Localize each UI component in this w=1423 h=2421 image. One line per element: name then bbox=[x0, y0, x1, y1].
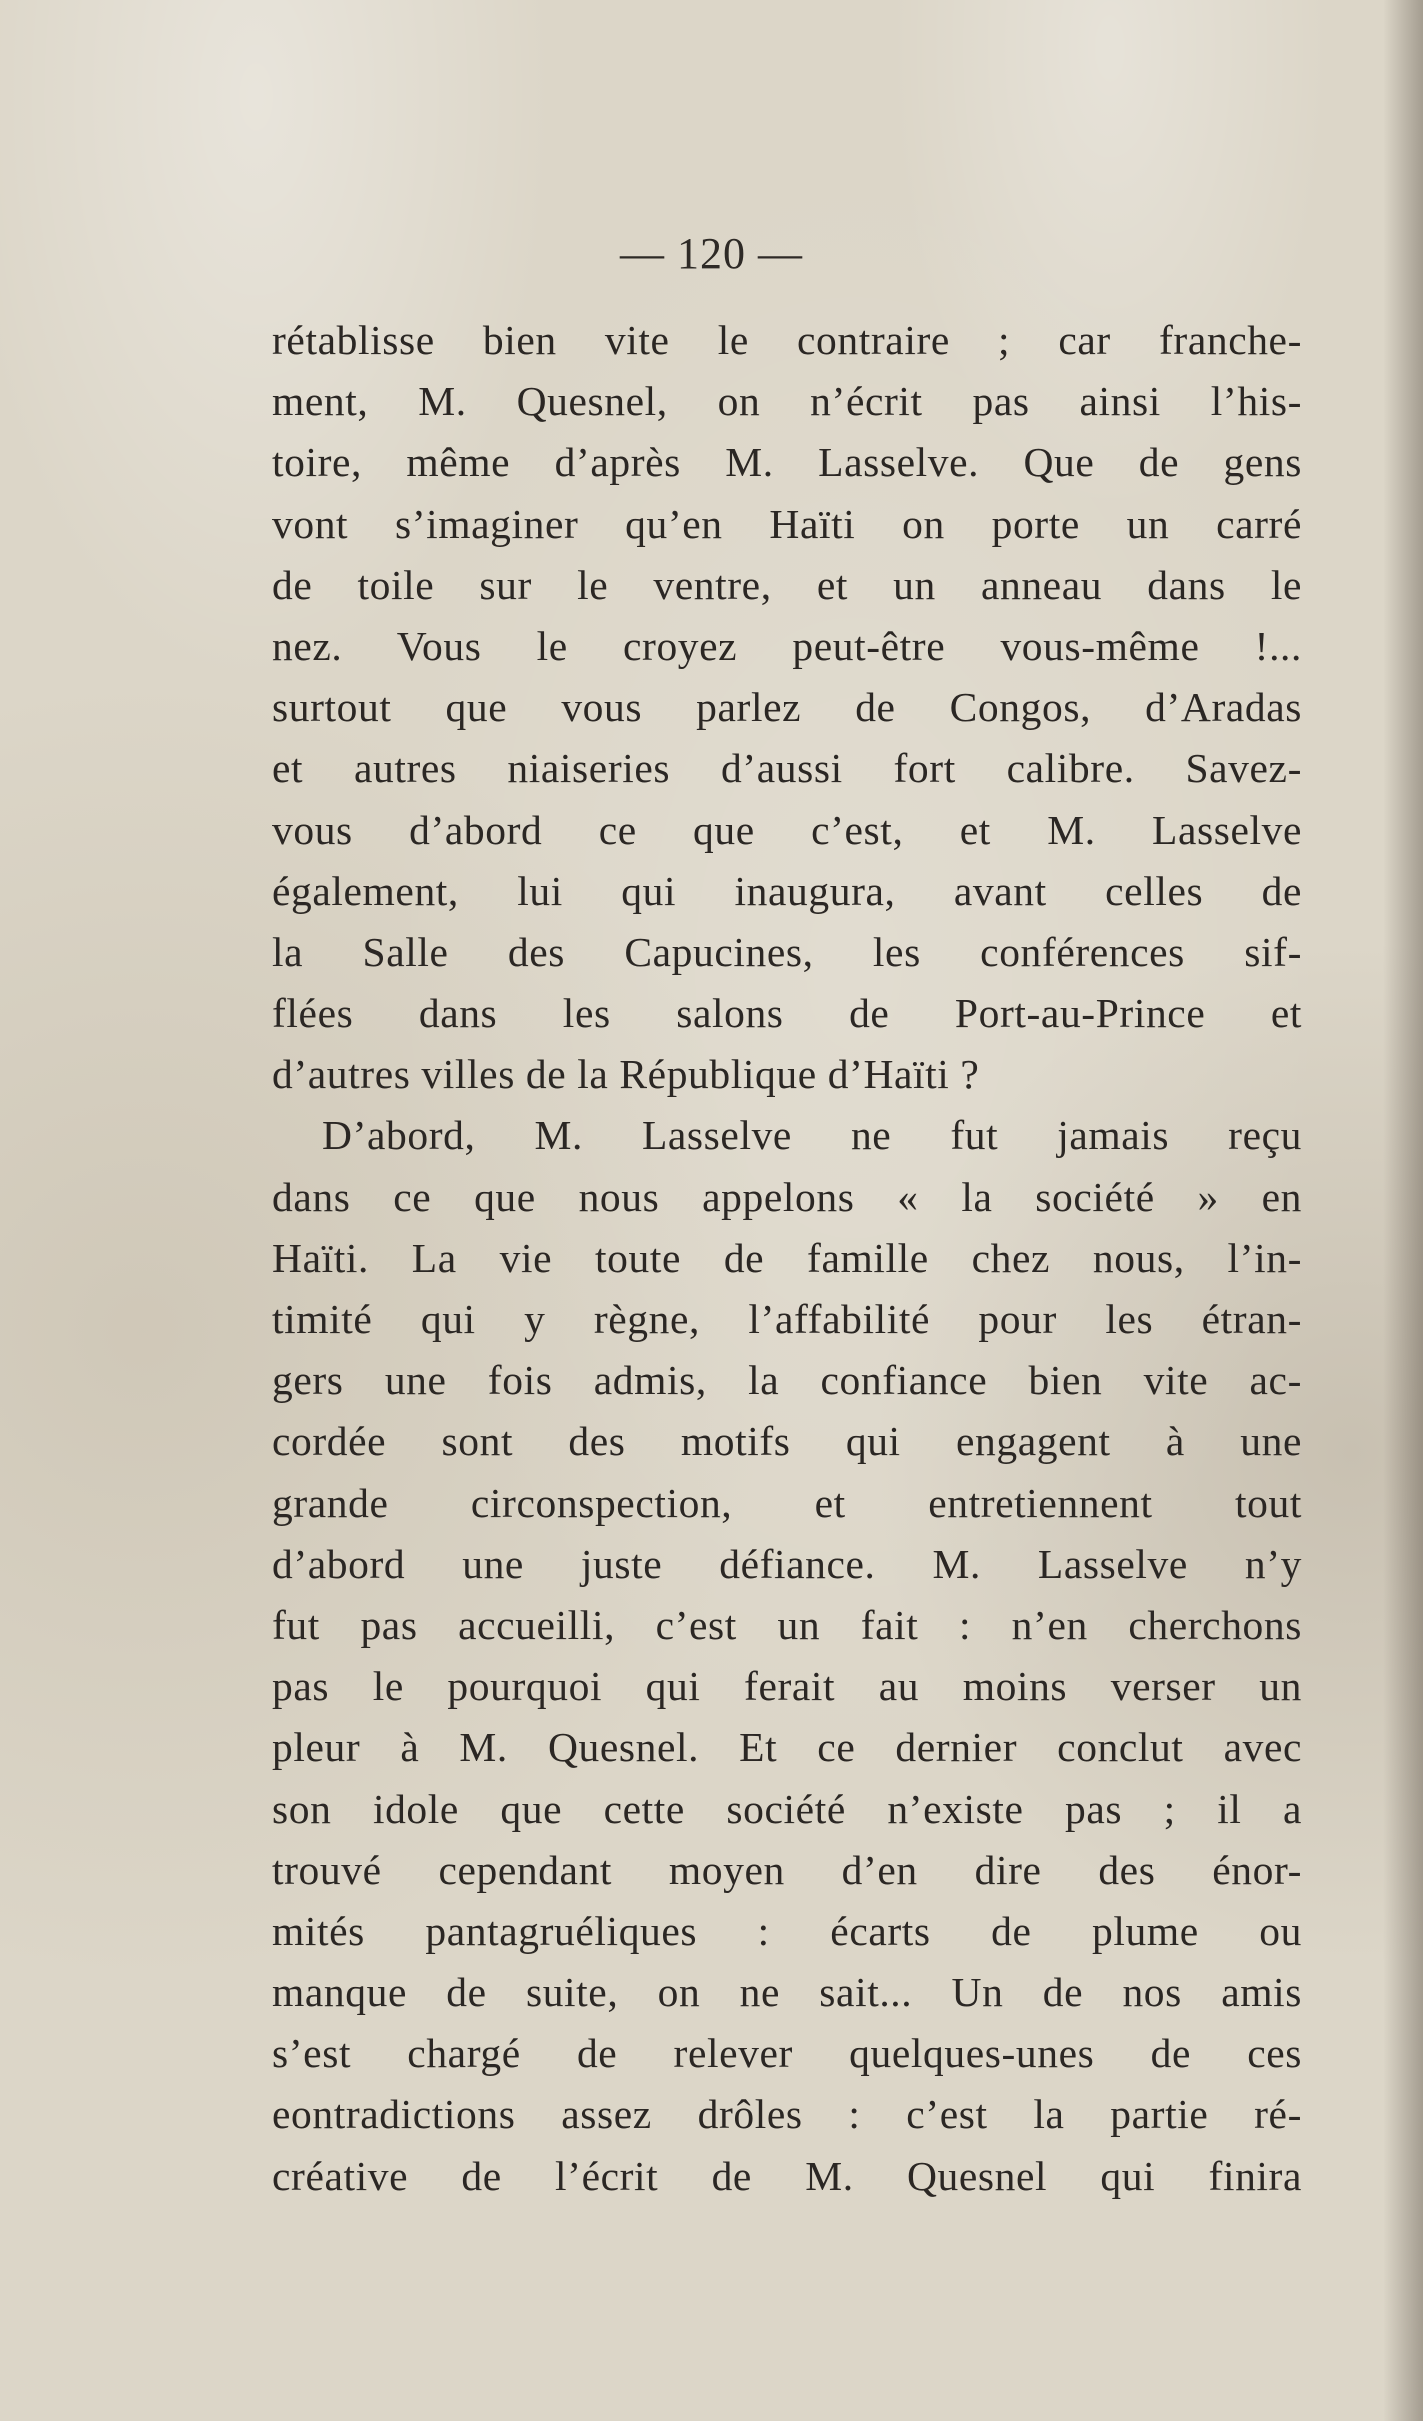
paragraph-end-line: d’autres villes de la République d’Haïti ? bbox=[272, 1051, 980, 1098]
text-line: manque de suite, on ne sait... Un de nos amis bbox=[272, 1969, 1302, 2016]
text-line: toire, même d’après M. Lasselve. Que de gens bbox=[272, 439, 1302, 486]
body-text bbox=[272, 310, 1302, 2207]
text-line: mités pantagruéliques : écarts de plume ou bbox=[272, 1907, 1302, 1954]
text-line: fut pas accueilli, c’est un fait : n’en cherchons bbox=[272, 1601, 1302, 1648]
page-number: — 120 — bbox=[620, 229, 803, 278]
text-line: s’est chargé de relever quelques-unes de ces bbox=[272, 2030, 1302, 2077]
text-line: créative de l’écrit de M. Quesnel qui finira bbox=[272, 2152, 1302, 2199]
text-line: Haïti. La vie toute de famille chez nous, l’in- bbox=[272, 1234, 1302, 1281]
text-line: surtout que vous parlez de Congos, d’Aradas bbox=[272, 684, 1302, 731]
text-line: vous d’abord ce que c’est, et M. Lasselve bbox=[272, 806, 1302, 853]
text-line: ment, M. Quesnel, on n’écrit pas ainsi l’his- bbox=[272, 378, 1302, 425]
text-line: et autres niaiseries d’aussi fort calibre. Savez- bbox=[272, 745, 1302, 792]
text-line: trouvé cependant moyen d’en dire des énor- bbox=[272, 1846, 1302, 1893]
text-line: grande circonspection, et entretiennent tout bbox=[272, 1479, 1302, 1526]
text-line: rétablisse bien vite le contraire ; car franche- bbox=[272, 317, 1302, 363]
text-line: d’abord une juste défiance. M. Lasselve n’y bbox=[272, 1540, 1302, 1587]
text-line: cordée sont des motifs qui engagent à une bbox=[272, 1418, 1302, 1465]
text-line: pas le pourquoi qui ferait au moins verser un bbox=[272, 1663, 1302, 1710]
text-line: timité qui y règne, l’affabilité pour les étran- bbox=[272, 1296, 1302, 1342]
text-line: flées dans les salons de Port-au-Prince et bbox=[272, 990, 1302, 1037]
text-line: la Salle des Capucines, les conférences sif- bbox=[272, 928, 1302, 975]
text-line: son idole que cette société n’existe pas ; il a bbox=[272, 1785, 1302, 1832]
text-line: dans ce que nous appelons « la société » en bbox=[272, 1173, 1302, 1220]
text-line: vont s’imaginer qu’en Haïti on porte un carré bbox=[272, 500, 1302, 547]
text-line: eontradictions assez drôles : c’est la partie ré- bbox=[272, 2091, 1302, 2138]
text-line: pleur à M. Quesnel. Et ce dernier conclut avec bbox=[272, 1724, 1302, 1771]
text-line: nez. Vous le croyez peut-être vous-même !... bbox=[272, 622, 1302, 669]
page-edge-shadow bbox=[1383, 0, 1423, 2421]
text-line: également, lui qui inaugura, avant celles de bbox=[272, 867, 1302, 914]
text-line: de toile sur le ventre, et un anneau dans le bbox=[272, 561, 1302, 608]
paragraph-start-line: D’abord, M. Lasselve ne fut jamais reçu bbox=[322, 1112, 1302, 1159]
text-line: gers une fois admis, la confiance bien vite ac- bbox=[272, 1357, 1302, 1404]
